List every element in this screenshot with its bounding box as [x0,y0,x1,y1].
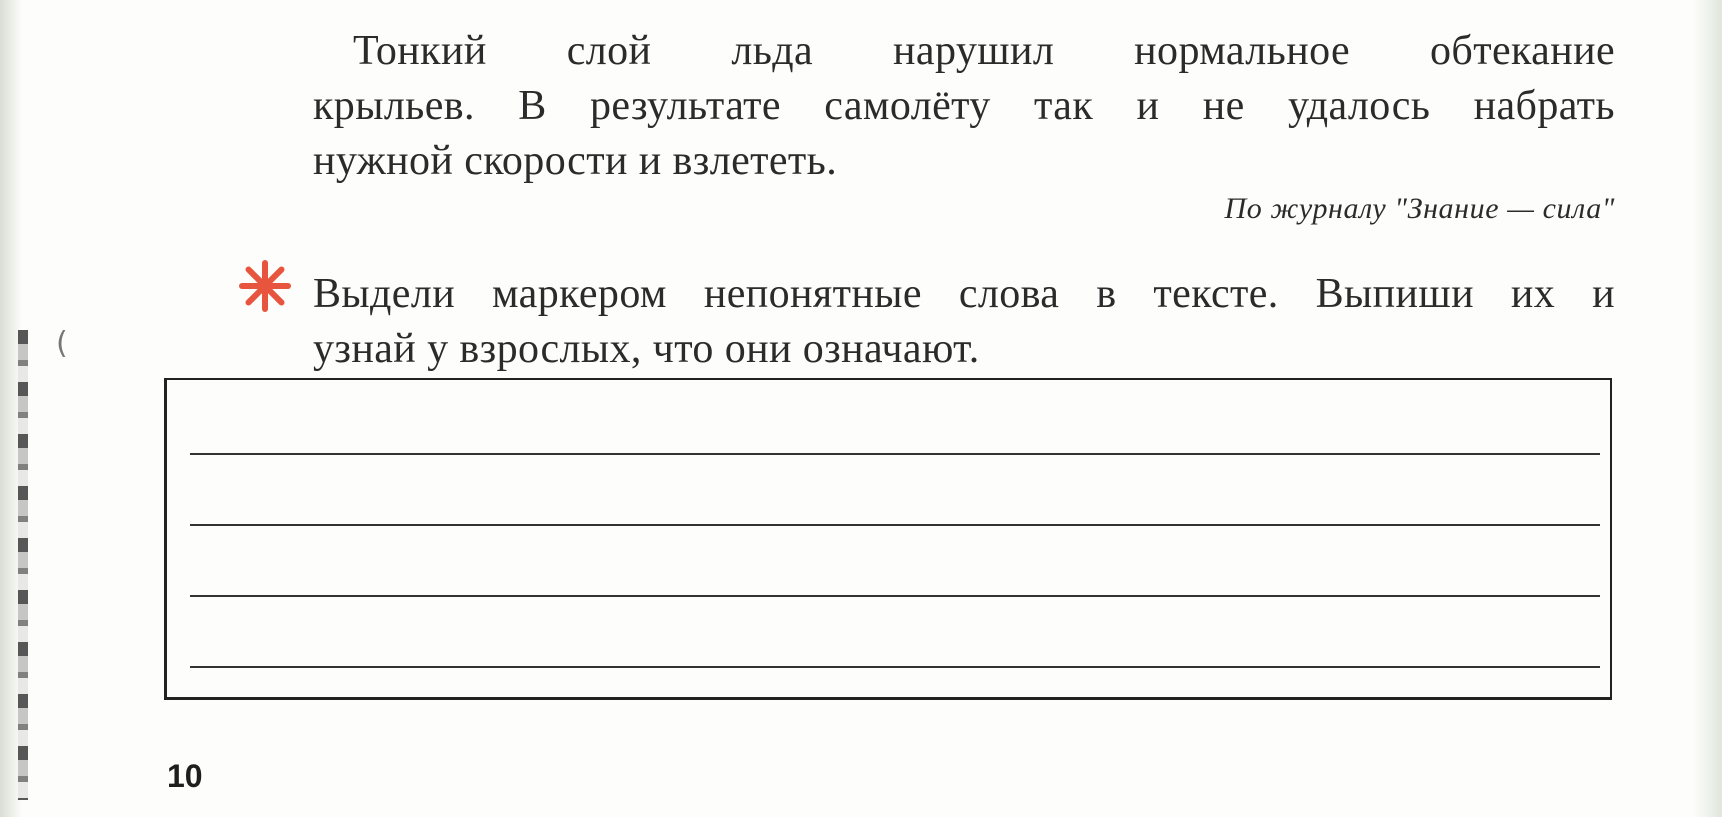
book-spine-edge [18,330,28,800]
paragraph-line: нужной скорости и взлететь. [313,138,838,184]
page-number: 10 [167,758,203,794]
writing-line[interactable] [190,453,1600,455]
task-line: Выдели маркером непонятные слова в тексте. Выпиши их и [313,271,1615,317]
margin-mark: ( [56,326,68,361]
asterisk-icon [237,258,293,314]
source-citation: По журналу "Знание — сила" [1224,192,1615,225]
paragraph-line: Тонкий слой льда нарушил нормальное обтекание [353,28,1615,74]
task-instruction [313,267,1615,377]
writing-line[interactable] [190,666,1600,668]
writing-line[interactable] [190,524,1600,526]
reading-paragraph [313,24,1615,189]
scan-right-edge [1692,0,1722,817]
paragraph-line: крыльев. В результате самолёту так и не удалось набрать [313,83,1615,129]
task-line: узнай у взрослых, что они означают. [313,326,980,372]
answer-box[interactable] [164,378,1612,700]
writing-line[interactable] [190,595,1600,597]
